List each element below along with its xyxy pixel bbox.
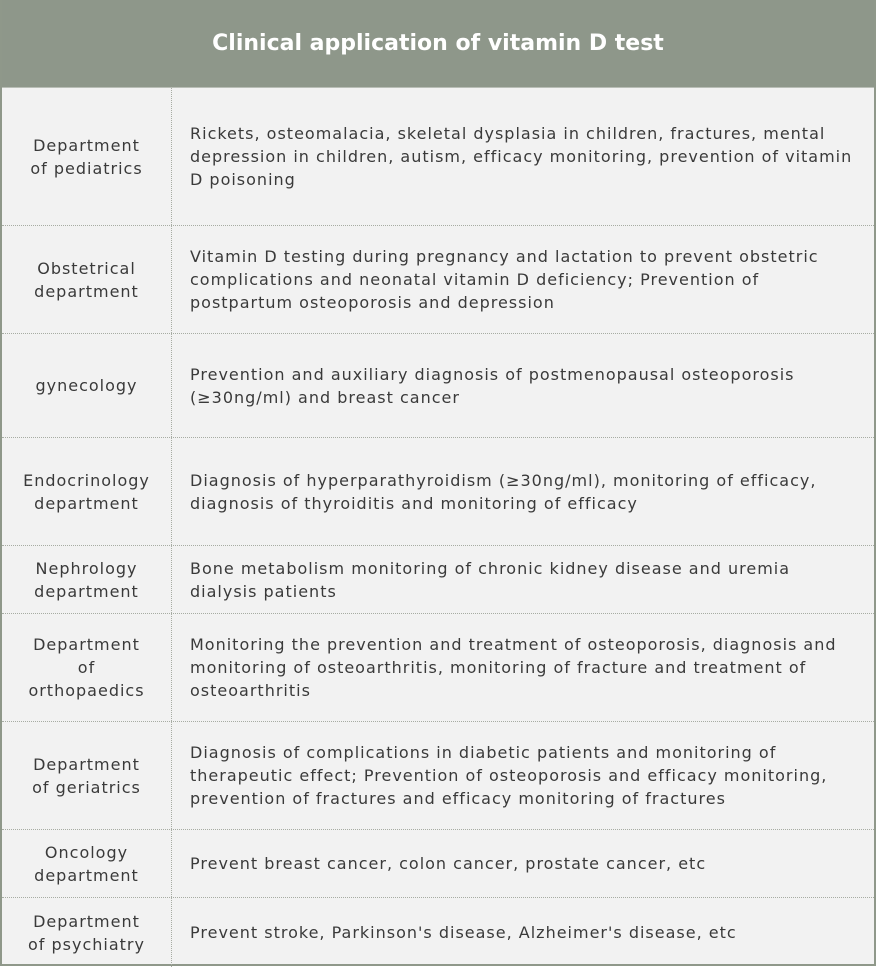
table-row	[2, 226, 874, 334]
description-text: Rickets, osteomalacia, skeletal dysplasia in children, fractures, mental depression in children, autism, efficacy monitoring, prevention of vitamin D poisoning	[190, 124, 853, 189]
description-cell	[172, 88, 874, 225]
description-cell	[172, 546, 874, 613]
department-cell	[2, 722, 172, 829]
table-row	[2, 830, 874, 898]
department-label: gynecology	[35, 376, 138, 395]
description-cell	[172, 722, 874, 829]
description-text: Bone metabolism monitoring of chronic kidney disease and uremia dialysis patients	[190, 558, 791, 601]
table-row	[2, 614, 874, 722]
description-text: Prevent breast cancer, colon cancer, prostate cancer, etc	[190, 854, 707, 873]
department-label: Department of psychiatry	[28, 911, 145, 954]
table-row	[2, 334, 874, 438]
department-cell	[2, 546, 172, 613]
department-label: Department of orthopaedics	[28, 635, 145, 700]
table-row	[2, 438, 874, 546]
description-cell	[172, 898, 874, 967]
department-label: Endocrinology department	[23, 470, 150, 513]
description-text: Vitamin D testing during pregnancy and lactation to prevent obstetric complications and neonatal vitamin D deficiency; Prevention of postpartum osteoporosis and depression	[190, 247, 819, 312]
department-cell	[2, 226, 172, 333]
table-header	[2, 0, 874, 88]
description-text: Prevention and auxiliary diagnosis of postmenopausal osteoporosis (≥30ng/ml) and breast cancer	[190, 364, 795, 407]
description-cell	[172, 614, 874, 721]
department-cell	[2, 334, 172, 437]
description-text: Prevent stroke, Parkinson's disease, Alzheimer's disease, etc	[190, 923, 737, 942]
description-cell	[172, 226, 874, 333]
department-cell	[2, 614, 172, 721]
department-label: Obstetrical department	[34, 258, 139, 301]
department-label: Oncology department	[34, 842, 139, 885]
description-cell	[172, 830, 874, 897]
department-label: Department of geriatrics	[32, 754, 141, 797]
table-row	[2, 546, 874, 614]
table-row	[2, 88, 874, 226]
department-cell	[2, 88, 172, 225]
department-cell	[2, 898, 172, 967]
description-cell	[172, 438, 874, 545]
table-row	[2, 722, 874, 830]
description-text: Monitoring the prevention and treatment of osteoporosis, diagnosis and monitoring of osteoarthritis, monitoring of fracture and treatment of osteoarthritis	[190, 635, 837, 700]
description-text: Diagnosis of complications in diabetic patients and monitoring of therapeutic effect; Prevention of osteoporosis and efficacy monitoring, prevention of fractures and efficacy monitoring of fractures	[190, 743, 828, 808]
description-text: Diagnosis of hyperparathyroidism (≥30ng/ml), monitoring of efficacy, diagnosis of thyroiditis and monitoring of efficacy	[190, 470, 817, 513]
department-label: Nephrology department	[34, 558, 139, 601]
department-label: Department of pediatrics	[30, 135, 143, 178]
description-cell	[172, 334, 874, 437]
department-cell	[2, 830, 172, 897]
department-cell	[2, 438, 172, 545]
table-row	[2, 898, 874, 967]
table-title: Clinical application of vitamin D test	[212, 31, 664, 56]
